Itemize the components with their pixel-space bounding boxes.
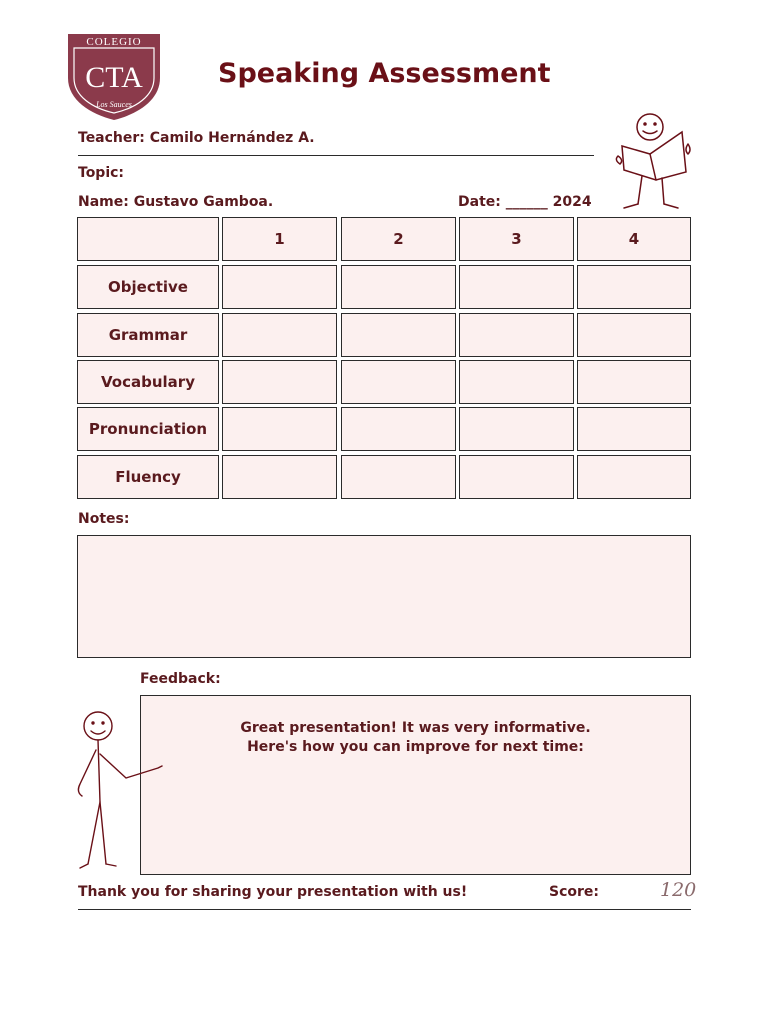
- score-cell-objective-1[interactable]: [222, 265, 337, 309]
- score-cell-vocabulary-1[interactable]: [222, 360, 337, 404]
- score-cell-pronunciation-1[interactable]: [222, 407, 337, 451]
- teacher-label: Teacher: Camilo Hernández A.: [78, 130, 315, 146]
- score-label: Score:: [549, 884, 599, 900]
- feedback-label: Feedback:: [140, 671, 221, 687]
- score-cell-pronunciation-2[interactable]: [341, 407, 456, 451]
- reading-stick-figure-icon: [612, 110, 696, 214]
- score-cell-grammar-1[interactable]: [222, 313, 337, 357]
- logo-top-text: COLEGIO: [86, 36, 142, 48]
- score-cell-pronunciation-4[interactable]: [577, 407, 691, 451]
- criterion-vocabulary: Vocabulary: [77, 360, 219, 404]
- score-cell-vocabulary-4[interactable]: [577, 360, 691, 404]
- score-value: 120: [660, 879, 697, 901]
- score-cell-grammar-4[interactable]: [577, 313, 691, 357]
- footer-underline: [78, 909, 691, 910]
- score-cell-objective-3[interactable]: [459, 265, 574, 309]
- score-header-1: 1: [222, 217, 337, 261]
- page-title: Speaking Assessment: [218, 58, 551, 89]
- date-field: Date: ______ 2024: [458, 194, 592, 210]
- score-header-4: 4: [577, 217, 691, 261]
- score-cell-grammar-3[interactable]: [459, 313, 574, 357]
- topic-label: Topic:: [78, 165, 125, 181]
- criterion-objective: Objective: [77, 265, 219, 309]
- feedback-box[interactable]: [140, 695, 691, 875]
- score-cell-grammar-2[interactable]: [341, 313, 456, 357]
- rubric-corner-cell: [77, 217, 219, 261]
- logo-bottom-text: Los Sauces: [96, 100, 132, 109]
- footer-thanks: Thank you for sharing your presentation with us!: [78, 884, 468, 900]
- score-cell-vocabulary-2[interactable]: [341, 360, 456, 404]
- score-cell-objective-2[interactable]: [341, 265, 456, 309]
- criterion-pronunciation: Pronunciation: [77, 407, 219, 451]
- notes-label: Notes:: [78, 511, 130, 527]
- notes-box[interactable]: [77, 535, 691, 658]
- score-header-3: 3: [459, 217, 574, 261]
- score-cell-objective-4[interactable]: [577, 265, 691, 309]
- score-cell-fluency-4[interactable]: [577, 455, 691, 499]
- logo-monogram: CTA: [85, 61, 143, 94]
- criterion-grammar: Grammar: [77, 313, 219, 357]
- score-header-2: 2: [341, 217, 456, 261]
- score-cell-fluency-1[interactable]: [222, 455, 337, 499]
- score-cell-pronunciation-3[interactable]: [459, 407, 574, 451]
- score-cell-vocabulary-3[interactable]: [459, 360, 574, 404]
- student-name: Name: Gustavo Gamboa.: [78, 194, 274, 210]
- criterion-fluency: Fluency: [77, 455, 219, 499]
- feedback-line-2: Here's how you can improve for next time:: [247, 739, 584, 755]
- teacher-underline: [78, 155, 594, 156]
- score-cell-fluency-3[interactable]: [459, 455, 574, 499]
- score-cell-fluency-2[interactable]: [341, 455, 456, 499]
- feedback-line-1: Great presentation! It was very informative.: [240, 720, 591, 736]
- school-logo: [66, 32, 162, 122]
- presenting-stick-figure-icon: [72, 706, 164, 872]
